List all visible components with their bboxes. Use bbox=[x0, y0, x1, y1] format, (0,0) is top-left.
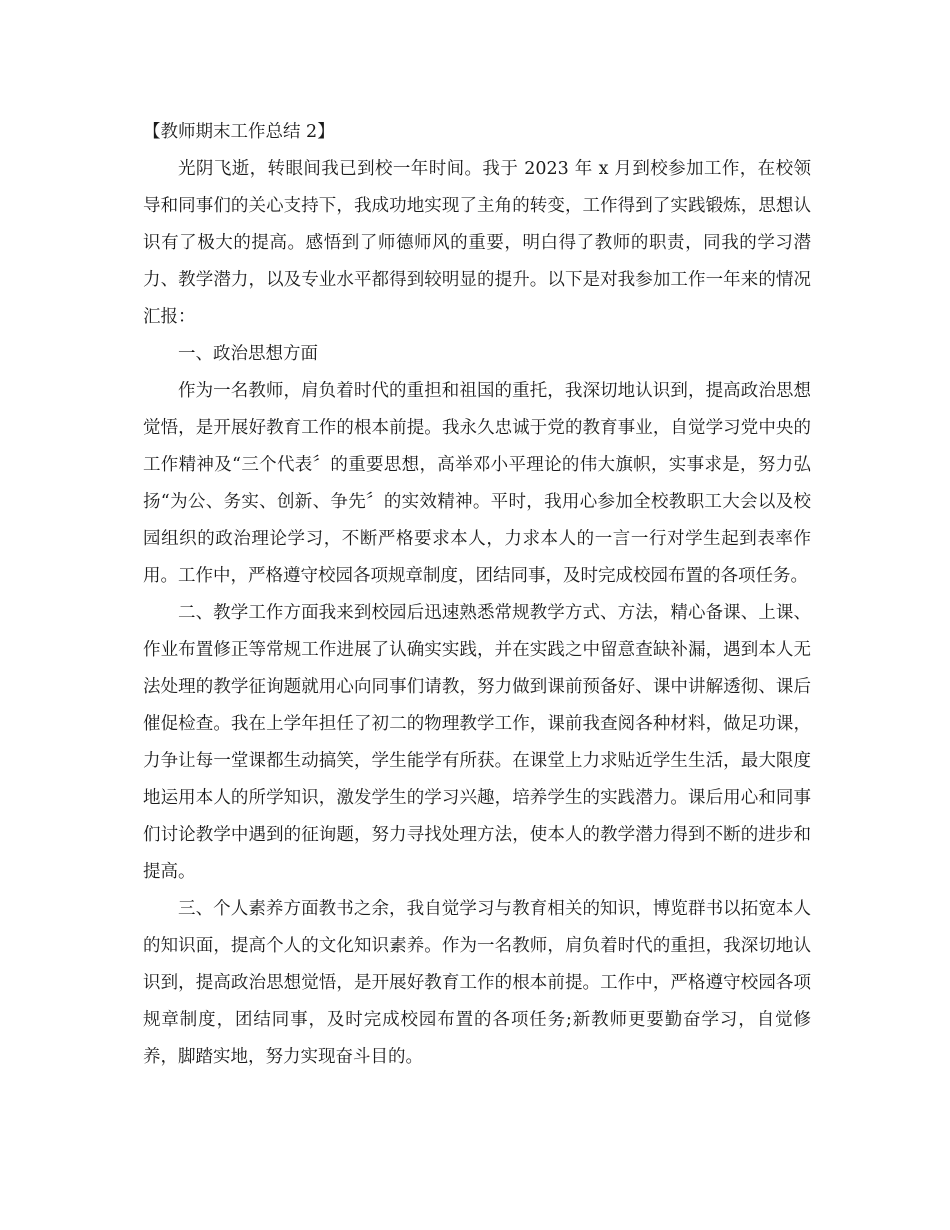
document-title: 【教师期末工作总结 2】 bbox=[143, 122, 335, 142]
paragraph-personal: 三、个人素养方面教书之余，我自觉学习与教育相关的知识，博览群书以拓宽本人的知识面，提高个人的文化知识素养。作为一名教师，肩负着时代的重担，我深切地认识到，提高政治思想觉悟，是开展好教育工作的根本前提。工作中，严格遵守校园各项规章制度，团结同事，及时完成校园布置的各项任务;新教师更要勤奋学习，自觉修养，脚踏实地，努力实现奋斗目的。 bbox=[143, 899, 811, 1067]
paragraph-intro: 光阴飞逝，转眼间我已到校一年时间。我于 2023 年 x 月到校参加工作，在校领导和同事们的关心支持下，我成功地实现了主角的转变，工作得到了实践锻炼，思想认识有了极大的提高。感悟到了师德师风的重要，明白得了教师的职责，同我的学习潜力、教学潜力，以及专业水平都得到较明显的提升。以下是对我参加工作一年来的情况汇报： bbox=[143, 159, 811, 327]
section-heading-political: 一、政治思想方面 bbox=[178, 344, 318, 364]
paragraph-teaching: 二、教学工作方面我来到校园后迅速熟悉常规教学方式、方法，精心备课、上课、作业布置修正等常规工作进展了认确实实践，并在实践之中留意查缺补漏，遇到本人无法处理的教学征询题就用心向同事们请教，努力做到课前预备好、课中讲解透彻、课后催促检查。我在上学年担任了初二的物理教学工作，课前我查阅各种材料，做足功课，力争让每一堂课都生动搞笑，学生能学有所获。在课堂上力求贴近学生生活，最大限度地运用本人的所学知识，激发学生的学习兴趣，培养学生的实践潜力。课后用心和同事们讨论教学中遇到的征询题，努力寻找处理方法，使本人的教学潜力得到不断的进步和提高。 bbox=[143, 603, 811, 882]
document-body bbox=[143, 114, 811, 1076]
paragraph-political: 作为一名教师，肩负着时代的重担和祖国的重托，我深切地认识到，提高政治思想觉悟，是开展好教育工作的根本前提。我永久忠诚于党的教育事业，自觉学习党中央的工作精神及“三个代表〞的重要思想，高举邓小平理论的伟大旗帜，实事求是，努力弘扬“为公、务实、创新、争先〞的实效精神。平时，我用心参加全校教职工大会以及校园组织的政治理论学习，不断严格要求本人，力求本人的一言一行对学生起到表率作用。工作中，严格遵守校园各项规章制度，团结同事，及时完成校园布置的各项任务。 bbox=[143, 381, 811, 586]
